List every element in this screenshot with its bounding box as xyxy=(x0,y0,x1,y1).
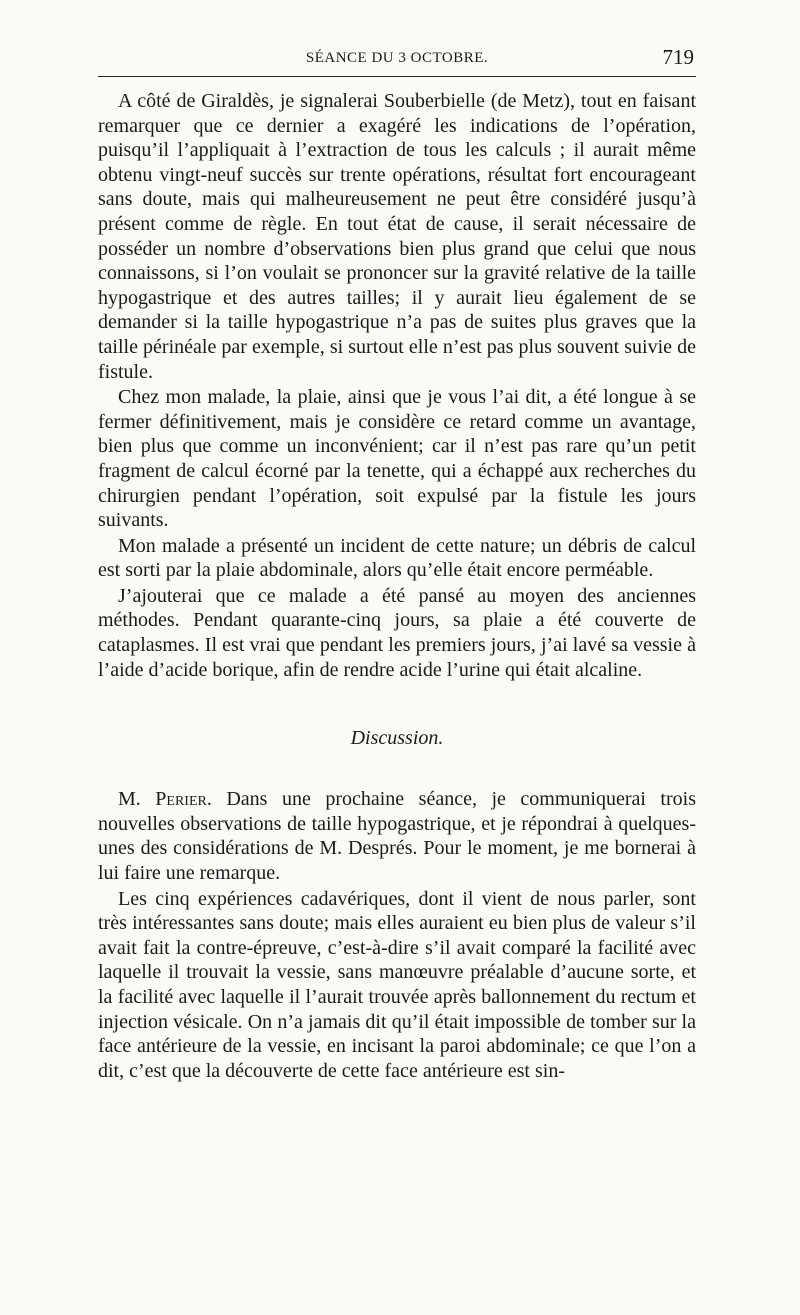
paragraph: Mon malade a présenté un incident de cette nature; un débris de calcul est sorti par la plaie abdominale, alors qu’elle était encore perméable. xyxy=(98,534,696,582)
paragraph: J’ajouterai que ce malade a été pansé au moyen des anciennes méthodes. Pendant quarante-cinq jours, sa plaie a été couverte de cataplasmes. Il est vrai que pendant les premiers jours, j’ai lavé sa vessie à l’aide d’acide borique, afin de rendre acide l’urine qui était alcaline. xyxy=(98,584,696,681)
speaker-suffix: . xyxy=(206,788,212,811)
page xyxy=(98,40,696,1083)
section-title: Discussion. xyxy=(350,727,444,750)
page-body xyxy=(98,89,696,1083)
page-header xyxy=(98,40,696,77)
running-head: SÉANCE DU 3 OCTOBRE. xyxy=(305,50,489,66)
paragraph: A côté de Giraldès, je signalerai Souberbielle (de Metz), tout en faisant remarquer que ce dernier a exagéré les indications de l’opération, puisqu’il l’appliquait à l’extraction de tous les calculs ; il aurait même obtenu vingt-neuf succès sur trente opérations, résultat fort encourageant sans doute, mais qui malheureusement ne peut être considéré jusqu’à présent comme de règle. En tout état de cause, il serait nécessaire de posséder un nombre d’observations bien plus grand que celui que nous connaissons, si l’on voulait se prononcer sur la gravité relative de la taille hypogastrique et des autres tailles; il y aurait lieu également de se demander si la taille hypogastrique n’a pas de suites plus graves que la taille périnéale par exemple, si surtout elle n’est pas plus souvent suivie de fistule. xyxy=(98,90,696,383)
discussion-paragraph: Les cinq expériences cadavériques, dont il vient de nous parler, sont très intéressantes sans doute; mais elles auraient eu bien plus de valeur s’il avait fait la contre-épreuve, c’est-à-dire s’il avait comparé la facilité avec laquelle il trouvait la vessie, sans manœuvre préalable d’aucune sorte, et la facilité avec laquelle il l’aurait trouvée après ballonnement du rectum et injection vésicale. On n’a jamais dit qu’il était impossible de tomber sur la face antérieure de la vessie, en incisant la paroi abdominale; ce que l’on a dit, c’est que la découverte de cette face antérieure est sin- xyxy=(98,887,696,1082)
speaker-name: Perier xyxy=(155,788,207,811)
paragraph: Chez mon malade, la plaie, ainsi que je vous l’ai dit, a été longue à se fermer définitivement, mais je considère ce retard comme un avantage, bien plus que comme un inconvénient; car il n’est pas rare qu’un petit fragment de calcul écorné par la tenette, qui a échappé aux recherches du chirurgien pendant l’opération, soit expulsé par la fistule les jours suivants. xyxy=(98,386,696,532)
speaker-prefix: M. xyxy=(118,788,156,811)
discussion-paragraph xyxy=(98,787,696,885)
page-number: 719 xyxy=(662,45,694,69)
discussion-text: Dans une prochaine séance, je communiquerai trois nouvelles observations de taille hypogastrique, et je répondrai à quelques-unes des considérations de M. Després. Pour le moment, je me bornerai à lui faire une remarque. xyxy=(98,788,696,885)
